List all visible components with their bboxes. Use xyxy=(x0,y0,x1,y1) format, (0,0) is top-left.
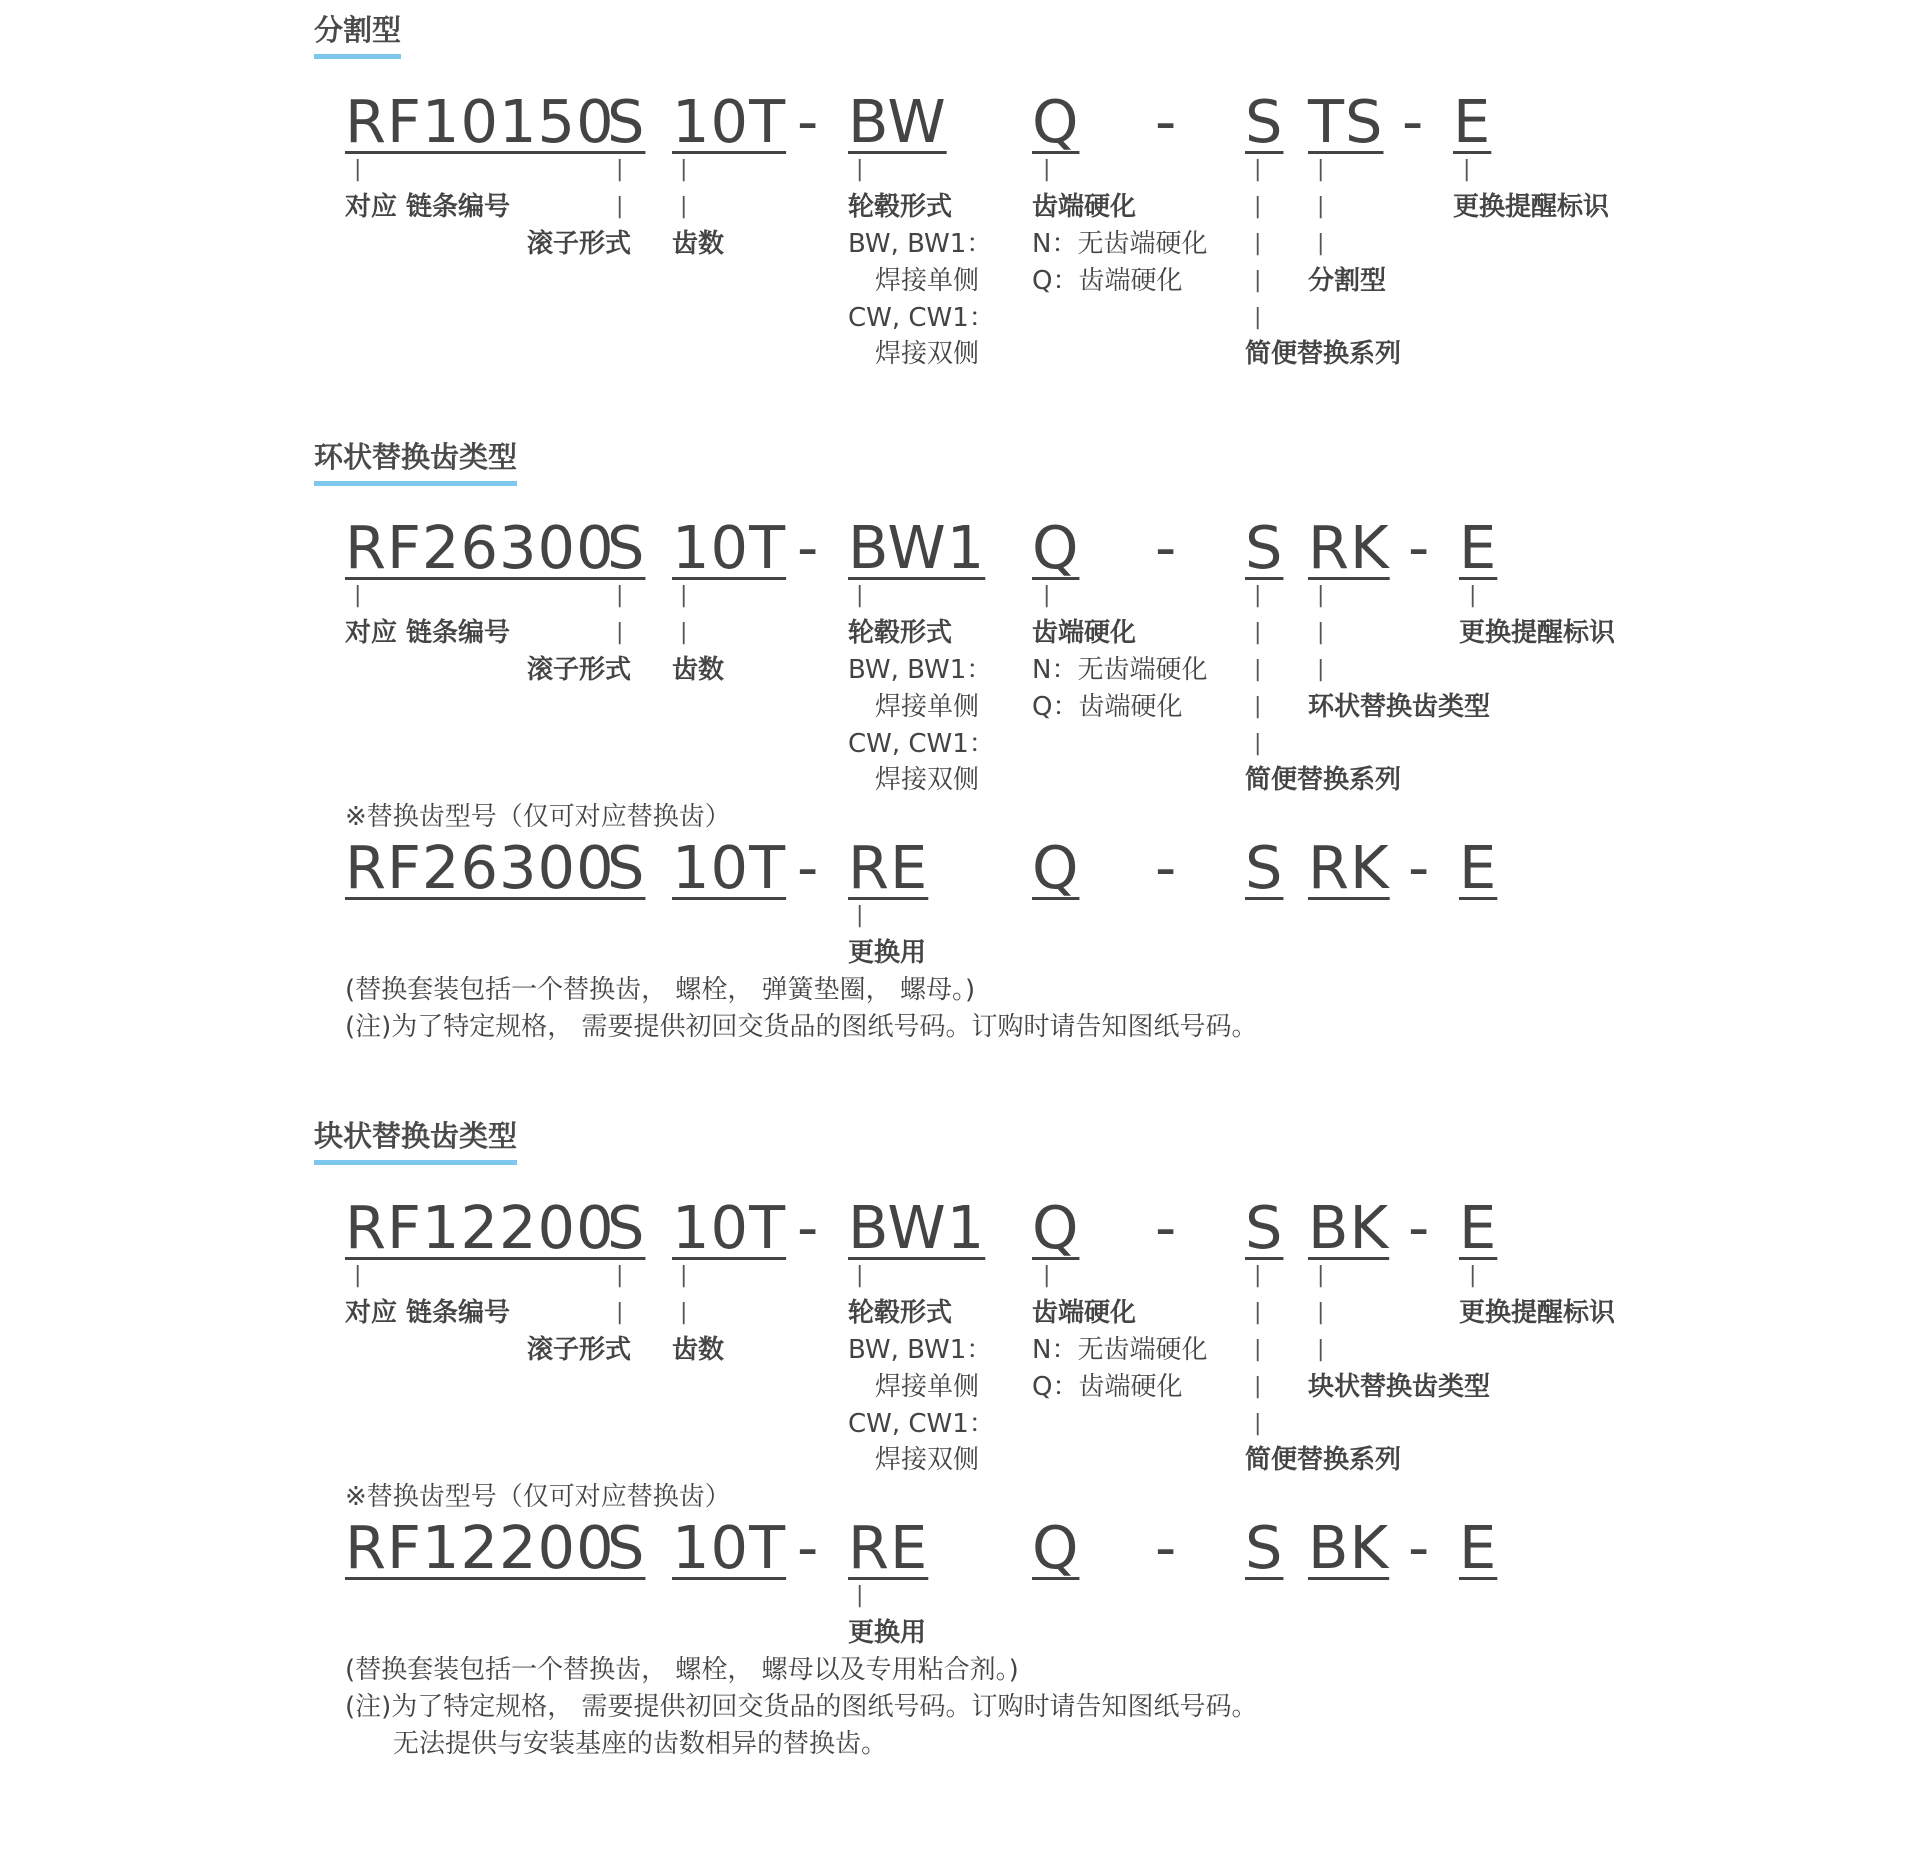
replacement-note-title: ※替换齿型号（仅可对应替换齿） xyxy=(345,802,731,832)
label-chain-number: 对应 链条编号 xyxy=(345,1298,511,1328)
code-dash: - xyxy=(797,513,819,582)
code-mark: E xyxy=(1459,1193,1498,1262)
code-chain-number: RF12200 xyxy=(345,1513,615,1582)
code-mark: E xyxy=(1453,87,1492,156)
label-chain-number: 对应 链条编号 xyxy=(345,618,511,648)
connector-line: | xyxy=(856,903,864,928)
connector-line: | xyxy=(1254,194,1262,219)
code-teeth: 10T xyxy=(672,1513,787,1582)
label-mark: 更换提醒标识 xyxy=(1459,1298,1616,1328)
note-line: 无法提供与安装基座的齿数相异的替换齿。 xyxy=(393,1729,888,1759)
code-dash: - xyxy=(1155,833,1177,902)
code-chain-number: RF26300 xyxy=(345,833,615,902)
code-type: RK xyxy=(1308,513,1390,582)
connector-line: | xyxy=(1254,1263,1262,1288)
connector-line: | xyxy=(1254,1411,1262,1436)
connector-line: | xyxy=(1254,583,1262,608)
label-hub: 轮毂形式 xyxy=(848,1298,953,1328)
code-series: S xyxy=(1245,1193,1284,1262)
code-chain-number: RF12200 xyxy=(345,1193,615,1262)
code-dash: - xyxy=(1155,87,1177,156)
connector-line: | xyxy=(680,1300,688,1325)
label-roller: 滚子形式 xyxy=(527,655,632,685)
code-hardening: Q xyxy=(1032,87,1080,156)
code-hardening: Q xyxy=(1032,513,1080,582)
connector-line: | xyxy=(1317,1263,1325,1288)
connector-line: | xyxy=(1317,1337,1325,1362)
label-teeth: 齿数 xyxy=(672,1335,725,1365)
code-teeth: 10T xyxy=(672,87,787,156)
connector-line: | xyxy=(1043,1263,1051,1288)
code-replacement: RE xyxy=(848,1513,929,1582)
code-mark: E xyxy=(1459,1513,1498,1582)
connector-line: | xyxy=(1254,731,1262,756)
code-hardening: Q xyxy=(1032,1513,1080,1582)
connector-line: | xyxy=(1254,694,1262,719)
note-line: (注)为了特定规格， 需要提供初回交货品的图纸号码。订购时请告知图纸号码。 xyxy=(345,1692,1258,1722)
connector-line: | xyxy=(1254,657,1262,682)
label-hub-option: 焊接单侧 xyxy=(875,692,980,722)
code-teeth: 10T xyxy=(672,833,787,902)
code-dash: - xyxy=(1408,513,1430,582)
connector-line: | xyxy=(1317,194,1325,219)
code-dash: - xyxy=(797,87,819,156)
label-type: 环状替换齿类型 xyxy=(1308,692,1491,722)
code-dash: - xyxy=(1408,1193,1430,1262)
code-series: S xyxy=(1245,1513,1284,1582)
label-mark: 更换提醒标识 xyxy=(1459,618,1616,648)
label-type: 块状替换齿类型 xyxy=(1308,1372,1491,1402)
note-line: (替换套装包括一个替换齿， 螺栓， 弹簧垫圈， 螺母。) xyxy=(345,975,976,1005)
label-hub-option: CW, CW1： xyxy=(848,729,995,759)
label-mark: 更换提醒标识 xyxy=(1453,192,1610,222)
connector-line: | xyxy=(616,1300,624,1325)
code-hardening: Q xyxy=(1032,833,1080,902)
connector-line: | xyxy=(616,1263,624,1288)
label-hub-option: BW, BW1： xyxy=(848,655,993,685)
connector-line: | xyxy=(1317,583,1325,608)
connector-line: | xyxy=(1254,1374,1262,1399)
code-replacement: RE xyxy=(848,833,929,902)
label-hardening-option: Q：齿端硬化 xyxy=(1032,266,1183,296)
code-type: BK xyxy=(1308,1193,1390,1262)
connector-line: | xyxy=(680,583,688,608)
label-hub-option: BW, BW1： xyxy=(848,1335,993,1365)
section-title: 块状替换齿类型 xyxy=(314,1116,517,1165)
code-dash: - xyxy=(797,1193,819,1262)
connector-line: | xyxy=(616,194,624,219)
code-dash: - xyxy=(1155,1193,1177,1262)
code-dash: - xyxy=(1408,833,1430,902)
connector-line: | xyxy=(680,620,688,645)
connector-line: | xyxy=(1254,157,1262,182)
connector-line: | xyxy=(1317,620,1325,645)
connector-line: | xyxy=(1317,1300,1325,1325)
label-roller: 滚子形式 xyxy=(527,229,632,259)
code-type: BK xyxy=(1308,1513,1390,1582)
code-dash: - xyxy=(1155,513,1177,582)
connector-line: | xyxy=(616,620,624,645)
connector-line: | xyxy=(856,1263,864,1288)
connector-line: | xyxy=(856,157,864,182)
connector-line: | xyxy=(1317,231,1325,256)
section-title: 分割型 xyxy=(314,10,401,59)
label-series: 简便替换系列 xyxy=(1245,765,1402,795)
connector-line: | xyxy=(1463,157,1471,182)
code-roller: S xyxy=(607,87,646,156)
code-hub: BW1 xyxy=(848,513,986,582)
code-hardening: Q xyxy=(1032,1193,1080,1262)
section-title: 环状替换齿类型 xyxy=(314,437,517,486)
code-dash: - xyxy=(797,1513,819,1582)
connector-line: | xyxy=(1254,620,1262,645)
code-dash: - xyxy=(797,833,819,902)
label-series: 简便替换系列 xyxy=(1245,1445,1402,1475)
code-series: S xyxy=(1245,833,1284,902)
code-mark: E xyxy=(1459,513,1498,582)
code-roller: S xyxy=(607,1513,646,1582)
connector-line: | xyxy=(1317,157,1325,182)
label-type: 分割型 xyxy=(1308,266,1387,296)
connector-line: | xyxy=(856,1583,864,1608)
code-dash: - xyxy=(1408,1513,1430,1582)
code-dash: - xyxy=(1155,1513,1177,1582)
label-replacement: 更换用 xyxy=(848,938,927,968)
connector-line: | xyxy=(1043,157,1051,182)
code-chain-number: RF10150 xyxy=(345,87,615,156)
label-hardening-option: N：无齿端硬化 xyxy=(1032,655,1208,685)
connector-line: | xyxy=(856,583,864,608)
label-hub-option: BW, BW1： xyxy=(848,229,993,259)
connector-line: | xyxy=(1469,1263,1477,1288)
label-chain-number: 对应 链条编号 xyxy=(345,192,511,222)
label-hardening-option: N：无齿端硬化 xyxy=(1032,1335,1208,1365)
label-hub-option: 焊接单侧 xyxy=(875,1372,980,1402)
label-hub: 轮毂形式 xyxy=(848,618,953,648)
code-hub: BW xyxy=(848,87,947,156)
connector-line: | xyxy=(1254,1300,1262,1325)
code-mark: E xyxy=(1459,833,1498,902)
connector-line: | xyxy=(354,583,362,608)
label-series: 简便替换系列 xyxy=(1245,339,1402,369)
code-series: S xyxy=(1245,87,1284,156)
label-hardening: 齿端硬化 xyxy=(1032,618,1137,648)
connector-line: | xyxy=(616,583,624,608)
connector-line: | xyxy=(680,1263,688,1288)
label-replacement: 更换用 xyxy=(848,1618,927,1648)
connector-line: | xyxy=(1043,583,1051,608)
code-hub: BW1 xyxy=(848,1193,986,1262)
label-hub-option: 焊接双侧 xyxy=(875,1445,980,1475)
code-teeth: 10T xyxy=(672,513,787,582)
code-series: S xyxy=(1245,513,1284,582)
connector-line: | xyxy=(1254,305,1262,330)
label-hardening-option: N：无齿端硬化 xyxy=(1032,229,1208,259)
label-hardening: 齿端硬化 xyxy=(1032,1298,1137,1328)
label-hub: 轮毂形式 xyxy=(848,192,953,222)
connector-line: | xyxy=(616,157,624,182)
connector-line: | xyxy=(1254,268,1262,293)
connector-line: | xyxy=(354,1263,362,1288)
code-roller: S xyxy=(607,833,646,902)
code-chain-number: RF26300 xyxy=(345,513,615,582)
label-hardening-option: Q：齿端硬化 xyxy=(1032,1372,1183,1402)
label-hub-option: CW, CW1： xyxy=(848,1409,995,1439)
code-teeth: 10T xyxy=(672,1193,787,1262)
code-type: TS xyxy=(1308,87,1384,156)
connector-line: | xyxy=(1317,657,1325,682)
label-hub-option: 焊接单侧 xyxy=(875,266,980,296)
label-hub-option: CW, CW1： xyxy=(848,303,995,333)
label-hub-option: 焊接双侧 xyxy=(875,765,980,795)
connector-line: | xyxy=(680,157,688,182)
connector-line: | xyxy=(1254,1337,1262,1362)
note-line: (替换套装包括一个替换齿， 螺栓， 螺母以及专用粘合剂。) xyxy=(345,1655,1019,1685)
label-hardening-option: Q：齿端硬化 xyxy=(1032,692,1183,722)
code-type: RK xyxy=(1308,833,1390,902)
label-hardening: 齿端硬化 xyxy=(1032,192,1137,222)
label-teeth: 齿数 xyxy=(672,229,725,259)
replacement-note-title: ※替换齿型号（仅可对应替换齿） xyxy=(345,1482,731,1512)
label-hub-option: 焊接双侧 xyxy=(875,339,980,369)
code-dash: - xyxy=(1402,87,1424,156)
connector-line: | xyxy=(1469,583,1477,608)
code-roller: S xyxy=(607,1193,646,1262)
connector-line: | xyxy=(354,157,362,182)
note-line: (注)为了特定规格， 需要提供初回交货品的图纸号码。订购时请告知图纸号码。 xyxy=(345,1012,1258,1042)
label-teeth: 齿数 xyxy=(672,655,725,685)
connector-line: | xyxy=(1254,231,1262,256)
connector-line: | xyxy=(680,194,688,219)
label-roller: 滚子形式 xyxy=(527,1335,632,1365)
code-roller: S xyxy=(607,513,646,582)
